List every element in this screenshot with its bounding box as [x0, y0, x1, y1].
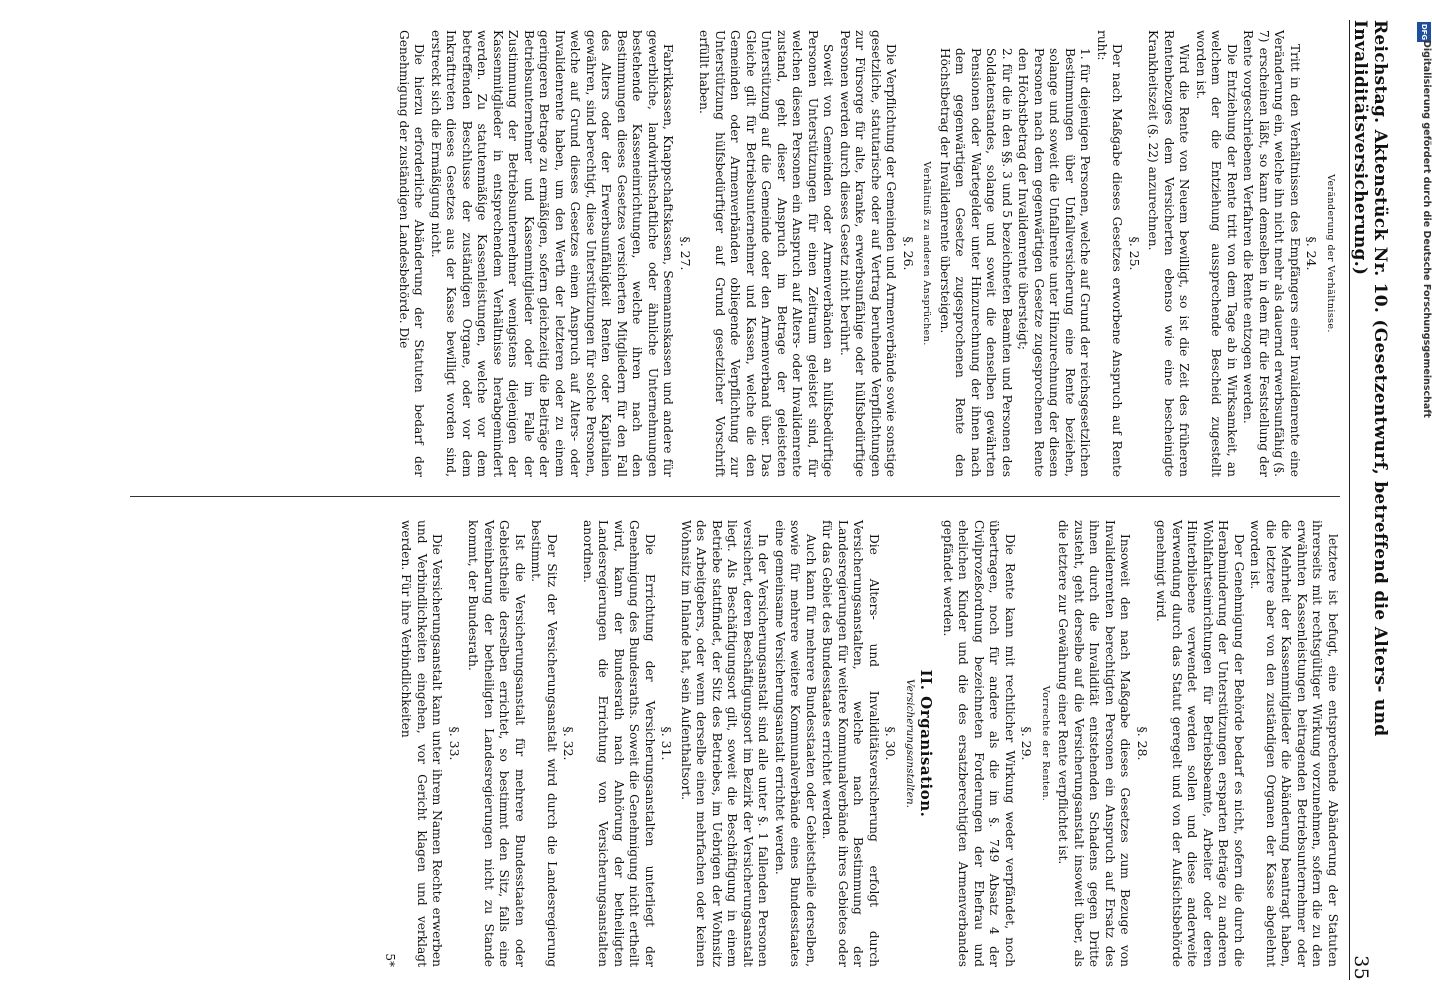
- section-number: §. 26.: [901, 236, 916, 271]
- paragraph: Der Genehmigung der Behörde bedarf es nicht, sofern die durch die Herabminderung der Unterstützungen ersparten Beträge zu anderen Wohlfahrtseinrichtungen für Betriebsbeamte, Arbeiter oder deren Hinterbliebene verwendet werden sollen und diese anderweite Verwendung durch das Statut geregelt und von der Aufsichtsbehörde genehmigt wird.: [1154, 520, 1246, 967]
- part-heading: II. Organisation.: [917, 669, 936, 818]
- side-heading: Verhältniß zu anderen Ansprüchen.: [921, 161, 933, 346]
- left-column: [395, 30, 1341, 477]
- subheading: Versicherungsanstalten.: [904, 679, 916, 808]
- paragraph: Die Alters- und Invaliditätsversicherung erfolgt durch Versicherungsanstalten, welche nach Bestimmung der Landesregierungen für weitere Kommunalverbände ihres Gebietes oder für das Gebiet des Bundesstaates errichtet werden.: [820, 520, 881, 967]
- paragraph: Die Errichtung der Versicherungsanstalten unterliegt der Genehmigung des Bundesraths. Soweit die Genehmigung nicht ertheilt wird, kann der Bundesrath nach Anhörung der betheiligten Landesregierungen die Errichtung von Versicherungsanstalten anordnen.: [581, 520, 657, 967]
- right-column: [382, 520, 1341, 967]
- paragraph: Soweit von Gemeinden oder Armenverbänden an hülfsbedürftige Personen Unterstützungen für einen Zeitraum geleistet sind, für welchen diesen Personen ein Anspruch auf Alters- oder Invalidenrente zustand, geht dieser Anspruch im Betrage der geleisteten Unterstützung auf die Gemeinde oder den Armenverband über. Das Gleiche gilt für Betriebsunternehmer und Kassen, welche die den Gemeinden oder Armenverbänden obliegende Verpflichtung zur Unterstützung hülfsbedürftiger auf Grund gesetzlicher Vorschrift erfüllt haben.: [697, 30, 836, 477]
- paragraph: Die Entziehung der Rente tritt von dem Tage ab in Wirksamkeit, an welchem der die Entziehung aussprechende Bescheid zugestellt worden ist.: [1194, 30, 1239, 477]
- dfg-logo: DFG: [1417, 22, 1431, 42]
- section-number: §. 31.: [659, 726, 675, 761]
- section-number: §. 24.: [1304, 236, 1320, 271]
- paragraph: Die Rente kann mit rechtlicher Wirkung weder verpfändet, noch übertragen, noch für andere als die im §. 749 Absatz 4 der Civilprozeßordnung bezeichneten Forderungen der Ehefrau und ehelichen Kinder und die des ersatzberechtigten Armenverbandes gepfändet werden.: [941, 520, 1017, 967]
- paragraph: Ist die Versicherungsanstalt für mehrere Bundesstaaten oder Gebietstheile derselben errichtet, so bestimmt den Sitz, falls eine Vereinbarung der betheiligten Landesregierungen nicht zu Stande kommt, der Bundesrath.: [466, 520, 527, 967]
- column-divider: [130, 496, 1340, 497]
- side-heading: Vorrechte der Renten.: [1040, 685, 1051, 802]
- section-number: §. 33.: [447, 726, 462, 761]
- paragraph: Tritt in den Verhältnissen des Empfängers einer Invalidenrente eine Veränderung ein, welche ihn nicht mehr als dauernd erwerbsunfähig (§. 7) erscheinen läßt, so kann demselben in dem für die Feststellung der Rente vorgeschriebenen Verfahren die Rente entzogen werden.: [1241, 30, 1302, 477]
- section-number: §. 29.: [1019, 726, 1035, 761]
- paragraph: Die hierzu erforderliche Abänderung der Statuten bedarf der Genehmigung der zuständigen Landesbehörde. Die: [397, 30, 427, 477]
- paragraph: Der nach Maßgabe dieses Gesetzes erworbene Anspruch auf Rente ruht:: [1095, 30, 1125, 477]
- page-header: [1349, 20, 1390, 980]
- paragraph: Fabrikkassen, Knappschaftskassen, Seemannskassen und andere für gewerbliche, landwirthschaftliche oder ähnliche Unternehmungen bestehende Kasseneinrichtungen, welche ihren nach den Bestimmungen dieses Gesetzes versicherten Mitgliedern für den Fall des Alters oder der Erwerbsunfähigkeit Renten oder Kapitalien gewähren, sind berechtigt, diese Unterstützungen für solche Personen, welche auf Grund dieses Gesetzes einen Anspruch auf Alters- oder Invalidenrente haben, um den Werth der letzteren oder zu einem geringeren Betrage zu ermäßigen, sofern gleichzeitig die Beiträge der Betriebsunternehmer und Kassenmitglieder oder im Falle der Zustimmung der Betriebsunternehmer wenigstens diejenigen der Kassenmitglieder in entsprechendem Verhältnisse herabgemindert werden. Zu statutenmäßige Kassenleistungen, welche vor dem betreffenden Beschlusse der zuständigen Organe, oder vor dem Inkrafttreten dieses Gesetzes aus der Kasse bewilligt worden sind, erstreckt sich die Ermäßigung nicht.: [429, 30, 676, 477]
- signature-mark: 5*: [383, 953, 397, 967]
- section-number: §. 25.: [1127, 236, 1142, 271]
- side-heading: Veränderung der Verhältnisse.: [1325, 174, 1336, 333]
- paragraph: In der Versicherungsanstalt sind alle unter §. 1 fallenden Personen versichert, deren Beschäftigungsort im Bezirk der Versicherungsanstalt liegt. Als Beschäftigungsort gilt, soweit die Beschäftigung in einem Betriebe stattfindet, der Sitz des Betriebes, im Uebrigen der Wohnsitz des Arbeitgebers, oder wenn derselbe einen mehrfachen oder keinen Wohnsitz im Inlande hat, sein Aufenthaltsort.: [679, 520, 771, 967]
- header-title: Reichstag. Aktenstück Nr. 10. (Gesetzentwurf, betreffend die Alters- und Invaliditätsversicherung.): [1350, 20, 1390, 737]
- section-number: §. 28.: [1135, 726, 1150, 761]
- dfg-notice: Digitalisierung gefördert durch die Deutsche Forschungsgemeinschaft: [1421, 40, 1432, 418]
- paragraph: Wird die Rente von Neuem bewilligt, so ist die Zeit des früheren Rentenbezuges dem Versicherten ebenso wie eine bescheinigte Krankheitszeit (§. 22) anzurechnen.: [1146, 30, 1192, 477]
- list-item: 1. für diejenigen Personen, welche auf Grund der reichsgesetzlichen Bestimmungen über Unfallversicherung eine Rente beziehen, solange und soweit die Unfallrente unter Hinzurechnung der diesen Personen nach dem gegenwärtigen Gesetze zugesprochenen Rente den Höchstbetrag der Invalidenrente übersteigt;: [1016, 48, 1093, 477]
- dfg-sidebar: [1416, 20, 1432, 980]
- section-number: §. 32.: [561, 726, 577, 761]
- paragraph: Insoweit den nach Maßgabe dieses Gesetzes zum Bezuge von Invalidenrenten berechtigten Personen ein Anspruch auf Ersatz des ihnen durch die Invalidität entstehenden Schadens gegen Dritte zusteht, geht derselbe auf die Versicherungsanstalt insoweit über, als die letztere zur Gewährung einer Rente verpflichtet ist.: [1056, 520, 1133, 967]
- list-item: 2. für die in den §§. 3 und 5 bezeichneten Beamten und Personen des Soldatenstandes, solange und soweit die denselben gewährten Pensionen oder Wartegelder unter Hinzurechnung der ihnen nach dem gegenwärtigen Gesetze zugesprochenen Rente den Höchstbetrag der Invalidenrente übersteigen.: [938, 48, 1014, 477]
- paragraph: Die Verpflichtung der Gemeinden und Armenverbände sowie sonstige gesetzliche, statutarische oder auf Vertrag beruhende Verpflichtungen zur Fürsorge für alte, kranke, erwerbsunfähige oder hülfsbedürftige Personen werden durch dieses Gesetz nicht berührt.: [838, 30, 899, 477]
- paragraph: Der Sitz der Versicherungsanstalt wird durch die Landesregierung bestimmt.: [529, 520, 559, 967]
- section-number: §. 27.: [678, 236, 693, 271]
- paragraph: Auch kann für mehrere Bundesstaaten oder Gebietstheile derselben, sowie für mehrere weitere Kommunalverbände eines Bundesstaates eine gemeinsame Versicherungsanstalt errichtet werden.: [773, 520, 818, 967]
- paragraph: Die Versicherungsanstalt kann unter ihrem Namen Rechte erwerben und Verbindlichkeiten eingehen, vor Gericht klagen und verklagt werden. Für ihre Verbindlichkeiten: [399, 520, 445, 967]
- page-number: 35: [1350, 955, 1372, 980]
- section-number: §. 30.: [883, 726, 899, 761]
- paragraph: letztere ist befugt, eine entsprechende Abänderung der Statuten ihrerseits mit rechtsgültiger Wirkung vorzunehmen, sofern die zu den erwähnten Kassenleistungen beitragenden Betriebsunternehmer oder die Mehrheit der Kassenmitglieder die Abänderung beantragt haben, die letztere aber von den zuständigen Organen der Kasse abgelehnt worden ist.: [1248, 520, 1340, 967]
